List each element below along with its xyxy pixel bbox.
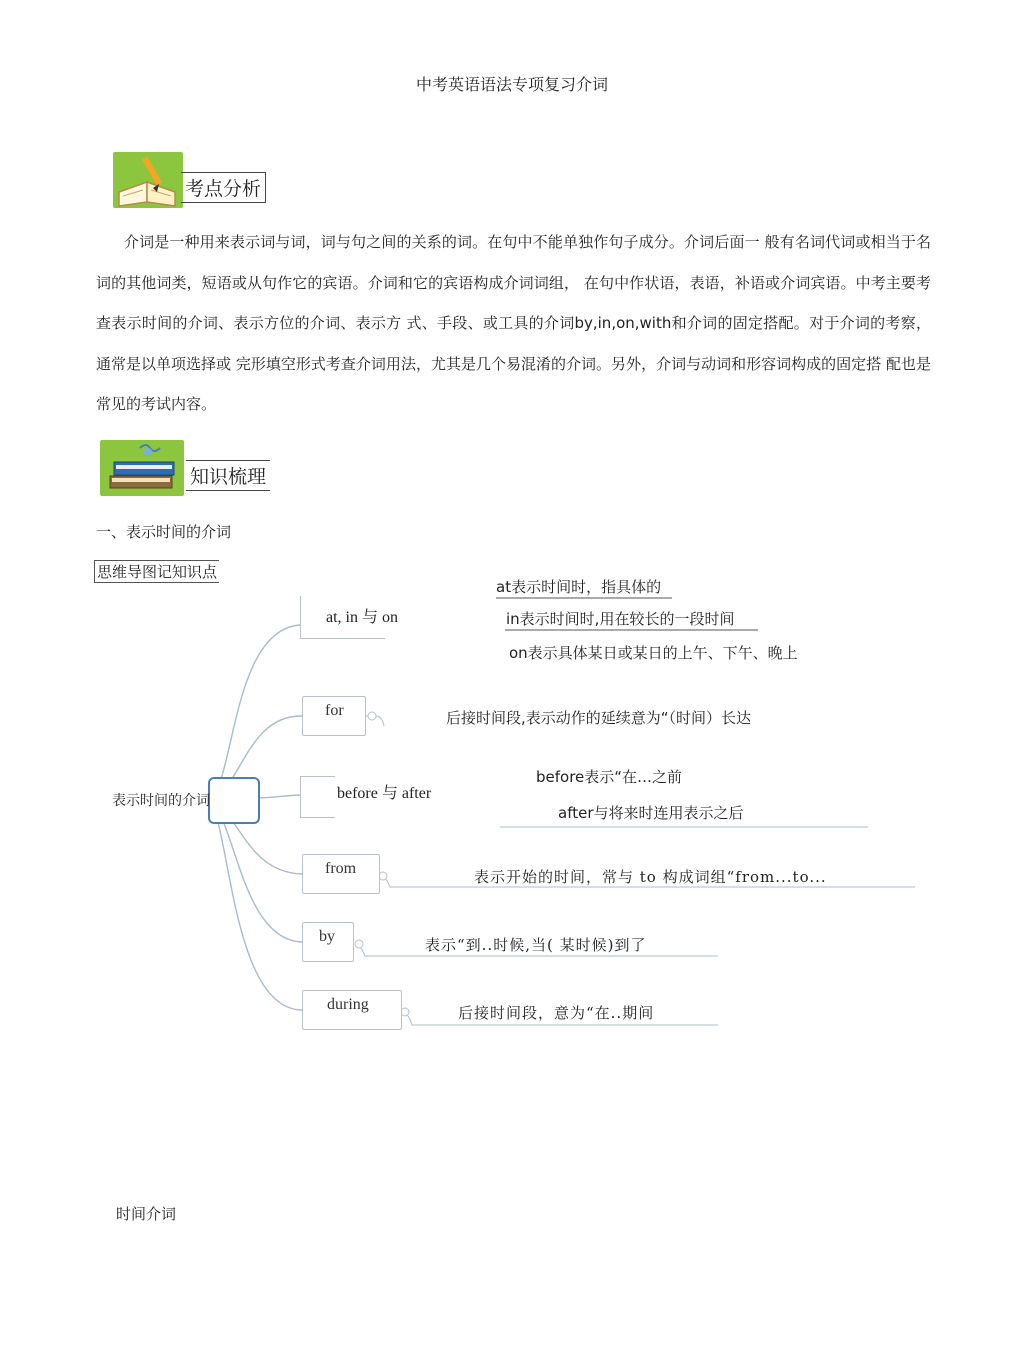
mindmap-center-node — [208, 777, 260, 824]
footer-label-time-prepositions: 时间介词 — [116, 1205, 177, 1223]
mindmap-node-from: from — [302, 854, 380, 894]
note-after: after与将来时连用表示之后 — [558, 804, 744, 822]
mindmap-node-by: by — [302, 922, 354, 962]
mindmap-label: 思维导图记知识点 — [94, 560, 219, 583]
note-for: 后接时间段,表示动作的延续意为“（时间）长达 — [446, 709, 752, 727]
note-in: in表示时间时,用在较长的一段时间 — [506, 610, 735, 628]
mindmap-node-frame-before-after — [300, 776, 335, 818]
mindmap-center-label: 表示时间的介词 — [112, 793, 210, 809]
note-during: 后接时间段，意为“在..期间 — [458, 1004, 655, 1022]
connector-at-in-on — [208, 625, 300, 800]
mindmap-node-during: during — [302, 990, 402, 1030]
sub-heading-time-prepositions: 一、表示时间的介词 — [96, 523, 232, 541]
mindmap-node-at-in-on: at, in 与 on — [326, 609, 398, 626]
note-on: on表示具体某日或某日的上午、下午、晚上 — [509, 644, 798, 662]
note-before: before表示“在…之前 — [536, 768, 683, 786]
section-heading-analysis: 考点分析 — [181, 172, 266, 203]
note-at: at表示时间时，指具体的 — [496, 578, 662, 596]
intro-paragraph: 介词是一种用来表示词与词，词与句之间的关系的词。在句中不能单独作句子成分。介词后面一 般有名词代词或相当于名词的其他词类，短语或从句作它的宾语。介词和它的宾语构成介词词组， 在句中作状语，表语，补语或介词宾语。中考主要考查表示时间的介词、表示方位的介词、表示方 式、手段、或工具的介词by,in,on,with和介词的固定搭配。对于介词的考察，通常是以单项选择或 完形填空形式考查介词用法，尤其是几个易混淆的介词。另外，介词与动词和形容词构成的固定搭 配也是常见的考试内容。 — [96, 233, 931, 413]
connector-before-after — [260, 795, 302, 798]
note-by: 表示“到..时候,当( 某时候)到了 — [425, 936, 647, 954]
document-title: 中考英语语法专项复习介词 — [415, 75, 608, 94]
mindmap-node-before-after: before 与 after — [337, 785, 432, 802]
mindmap-node-for: for — [302, 696, 366, 736]
section-heading-knowledge: 知识梳理 — [186, 460, 270, 491]
note-from: 表示开始的时间，常与 to 构成词组“from...to... — [474, 868, 827, 886]
